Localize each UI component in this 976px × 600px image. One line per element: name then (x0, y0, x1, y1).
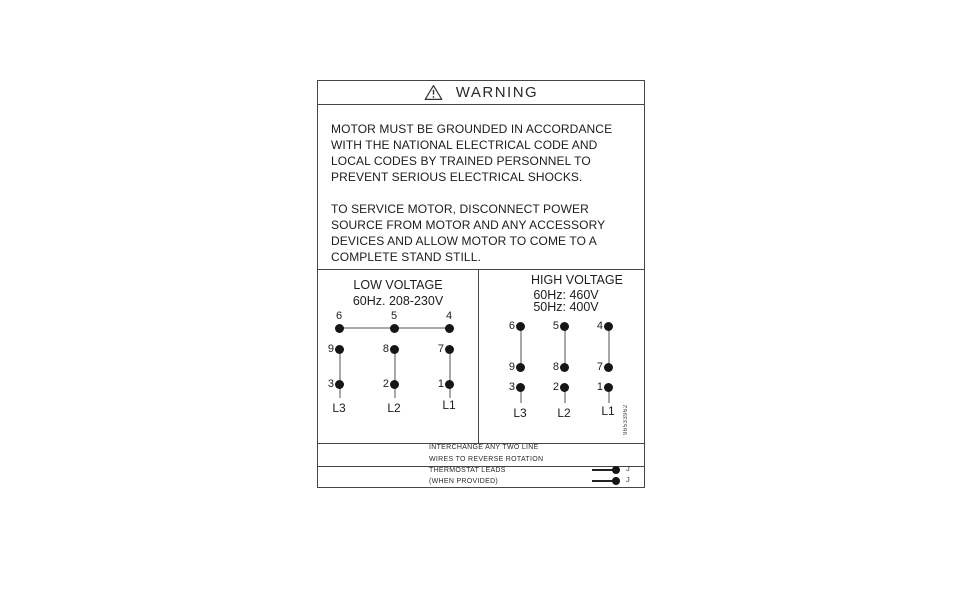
paragraph-line: DEVICES AND ALLOW MOTOR TO COME TO A (331, 234, 597, 248)
hv-terminal-7-dot (604, 363, 613, 372)
hv-terminal-4-dot (604, 322, 613, 331)
hv-terminal-1-label: 1 (596, 381, 603, 393)
lv-terminal-7-label: 7 (437, 343, 444, 355)
hv-line-L3-label: L3 (513, 406, 527, 420)
lv-terminal-1-label: 1 (437, 378, 444, 390)
high-voltage-subtitle-50hz: 50Hz: 400V (533, 300, 599, 314)
lv-terminal-3-dot (335, 380, 344, 389)
high-voltage-title: HIGH VOLTAGE (531, 273, 623, 287)
lv-terminal-1-dot (445, 380, 454, 389)
hv-terminal-2-label: 2 (552, 381, 559, 393)
hv-wire-5-8 (564, 326, 566, 367)
lv-terminal-8-dot (390, 345, 399, 354)
lv-terminal-7-dot (445, 345, 454, 354)
warning-title: WARNING (455, 84, 539, 101)
lv-terminal-9-dot (335, 345, 344, 354)
warning-paragraph-1 (331, 121, 612, 185)
lv-terminal-2-dot (390, 380, 399, 389)
hv-wire-4-7 (608, 326, 610, 367)
hv-terminal-6-label: 6 (508, 320, 515, 332)
motor-warning-label (317, 80, 645, 488)
hv-terminal-8-label: 8 (552, 361, 559, 373)
lv-line-L1-label: L1 (442, 398, 456, 412)
lv-terminal-6-dot (335, 324, 344, 333)
paragraph-line: LOCAL CODES BY TRAINED PERSONNEL TO (331, 154, 591, 168)
lv-wire-7-1 (449, 349, 451, 398)
thermostat-lead-label-1: J (626, 464, 630, 473)
reverse-note-line-1: INTERCHANGE ANY TWO LINE (429, 444, 539, 451)
lv-terminal-4-dot (445, 324, 454, 333)
paragraph-line: COMPLETE STAND STILL. (331, 250, 481, 264)
lv-line-L3-label: L3 (332, 401, 346, 415)
reverse-note-line-2: WIRES TO REVERSE ROTATION (429, 456, 544, 463)
paragraph-line: TO SERVICE MOTOR, DISCONNECT POWER (331, 202, 589, 216)
warning-paragraph-2 (331, 201, 605, 265)
low-voltage-title: LOW VOLTAGE (353, 278, 443, 292)
hv-terminal-2-dot (560, 383, 569, 392)
lv-terminal-2-label: 2 (382, 378, 389, 390)
thermostat-lead-dot-2 (612, 477, 620, 485)
lv-terminal-4-label: 4 (445, 310, 453, 322)
lv-terminal-6-label: 6 (335, 310, 343, 322)
hv-terminal-7-label: 7 (596, 361, 603, 373)
hv-line-L2-label: L2 (557, 406, 571, 420)
lv-wire-9-3 (339, 349, 341, 398)
hv-terminal-6-dot (516, 322, 525, 331)
hv-terminal-9-dot (516, 363, 525, 372)
hv-terminal-9-label: 9 (508, 361, 515, 373)
lv-terminal-3-label: 3 (327, 378, 334, 390)
lv-line-L2-label: L2 (387, 401, 401, 415)
hv-terminal-5-dot (560, 322, 569, 331)
hv-terminal-5-label: 5 (552, 320, 559, 332)
thermostat-note-line-2: (WHEN PROVIDED) (429, 478, 499, 485)
hv-terminal-8-dot (560, 363, 569, 372)
thermostat-note-line-1: THERMOSTAT LEADS (429, 467, 506, 474)
hv-terminal-1-dot (604, 383, 613, 392)
warning-header (318, 81, 644, 105)
part-number: 96533962 (623, 404, 629, 435)
hv-wire-6-9 (520, 326, 522, 367)
paragraph-line: WITH THE NATIONAL ELECTRICAL CODE AND (331, 138, 598, 152)
lv-terminal-5-label: 5 (390, 310, 398, 322)
diagram-divider (478, 269, 479, 443)
low-voltage-subtitle: 60Hz. 208-230V (352, 294, 444, 308)
thermostat-lead-label-2: J (626, 475, 630, 484)
paragraph-line: SOURCE FROM MOTOR AND ANY ACCESSORY (331, 218, 606, 232)
hv-terminal-3-dot (516, 383, 525, 392)
lv-wire-8-2 (394, 349, 396, 398)
hv-terminal-4-label: 4 (596, 320, 603, 332)
lv-terminal-5-dot (390, 324, 399, 333)
paragraph-line: PREVENT SERIOUS ELECTRICAL SHOCKS. (331, 170, 583, 184)
high-voltage-subtitle-60hz: 60Hz: 460V (533, 288, 599, 302)
lv-terminal-8-label: 8 (382, 343, 389, 355)
lv-terminal-9-label: 9 (327, 343, 334, 355)
hv-line-L1-label: L1 (601, 404, 615, 418)
thermostat-lead-dot-1 (612, 466, 620, 474)
paragraph-line: MOTOR MUST BE GROUNDED IN ACCORDANCE (331, 122, 613, 136)
warning-triangle-icon (424, 84, 443, 101)
hv-terminal-3-label: 3 (508, 381, 515, 393)
